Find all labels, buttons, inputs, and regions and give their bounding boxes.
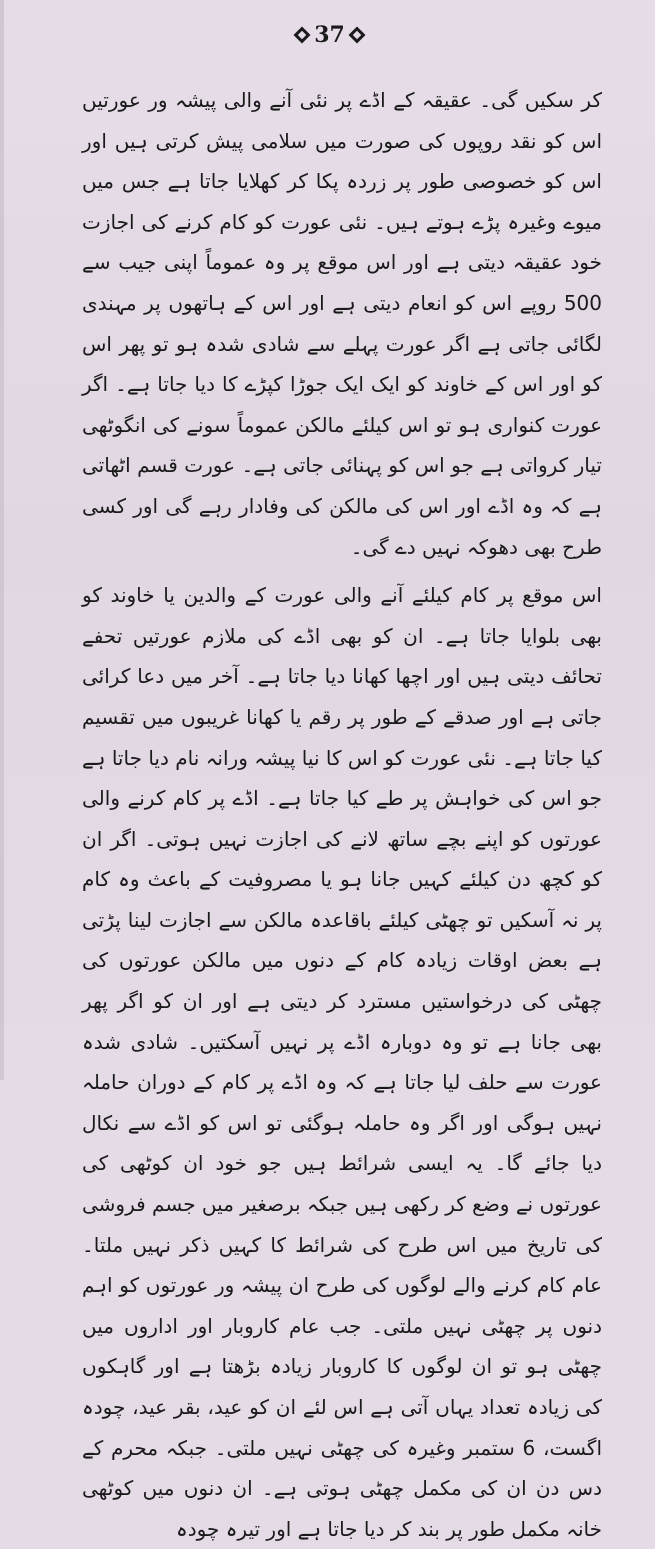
ornament-right-icon [348, 27, 365, 44]
ornament-left-icon [294, 27, 311, 44]
page-number-ornament [296, 22, 363, 48]
body-text [82, 80, 602, 1549]
paragraph-2: اس موقع پر کام کیلئے آنے والی عورت کے والدین یا خاوند کو بھی بلوایا جاتا ہے۔ ان کو بھی اڈے کی ملازم عورتیں تحفے تحائف دیتی ہیں اور اچھا کھانا دیا جاتا ہے۔ آخر میں دعا کرائی جاتی ہے اور صدقے کے طور پر رقم یا کھانا غریبوں میں تقسیم کیا جاتا ہے۔ نئی عورت کو اس کا نیا پیشہ ورانہ نام دیا جاتا ہے جو اس کی خواہش پر طے کیا جاتا ہے۔ اڈے پر کام کرنے والی عورتوں کو اپنے بچے ساتھ لانے کی اجازت نہیں ہوتی۔ اگر ان کو کچھ دن کیلئے کہیں جانا ہو یا مصروفیت کے باعث وہ کام پر نہ آسکیں تو چھٹی کیلئے باقاعدہ مالکن سے اجازت لینا پڑتی ہے بعض اوقات زیادہ کام کے دنوں میں مالکن عورتوں کی چھٹی کی درخواستیں مسترد کر دیتی ہے اور ان کو اگر پھر بھی جانا ہے تو وہ دوبارہ اڈے پر نہیں آسکتیں۔ شادی شدہ عورت سے حلف لیا جاتا ہے کہ وہ اڈے پر کام کے دوران حاملہ نہیں ہوگی اور اگر وہ حاملہ ہوگئی تو اس کو اڈے سے نکال دیا جائے گا۔ یہ ایسی شرائط ہیں جو خود ان کوٹھی کی عورتوں نے وضع کر رکھی ہیں جبکہ برصغیر میں جسم فروشی کی تاریخ میں اس طرح کی شرائط کا کہیں ذکر نہیں ملتا۔ عام کام کرنے والے لوگوں کی طرح ان پیشہ ور عورتوں کو اہم دنوں پر چھٹی نہیں ملتی۔ جب عام کاروبار اور اداروں میں چھٹی ہو تو ان لوگوں کا کاروبار زیادہ بڑھتا ہے اور گاہکوں کی زیادہ تعداد یہاں آتی ہے اس لئے ان کو عید، بقر عید، چودہ اگست، 6 ستمبر وغیرہ کی چھٹی نہیں ملتی۔ جبکہ محرم کے دس دن ان کی مکمل چھٹی ہوتی ہے۔ ان دنوں میں کوٹھی خانہ مکمل طور پر بند کر دیا جاتا ہے اور تیرہ چودہ [82, 583, 603, 1541]
paragraph-1: کر سکیں گی۔ عقیقہ کے اڈے پر نئی آنے والی پیشہ ور عورتیں اس کو نقد روپوں کی صورت میں سلامی پیش کرتی ہیں اور اس کو خصوصی طور پر زردہ پکا کر کھلایا جاتا ہے جس میں میوے وغیرہ پڑے ہوتے ہیں۔ نئی عورت کو کام کرنے کی اجازت خود عقیقہ دیتی ہے اور اس موقع پر وہ عموماً اپنی جیب سے 500 روپے اس کو انعام دیتی ہے اور اس کے ہاتھوں پر مہندی لگائی جاتی ہے اگر عورت پہلے سے شادی شدہ ہو تو پھر اس کو اور اس کے خاوند کو ایک ایک جوڑا کپڑے کا دیا جاتا ہے۔ اگر عورت کنواری ہو تو اس کیلئے مالکن عموماً سونے کی انگوٹھی تیار کرواتی ہے جو اس کو پہنائی جاتی ہے۔ عورت قسم اٹھاتی ہے کہ وہ اڈے اور اس کی مالکن کی وفادار رہے گی اور کسی طرح بھی دھوکہ نہیں دے گی۔ [82, 88, 602, 559]
page-header [4, 22, 655, 48]
page-number: 37 [314, 22, 345, 48]
